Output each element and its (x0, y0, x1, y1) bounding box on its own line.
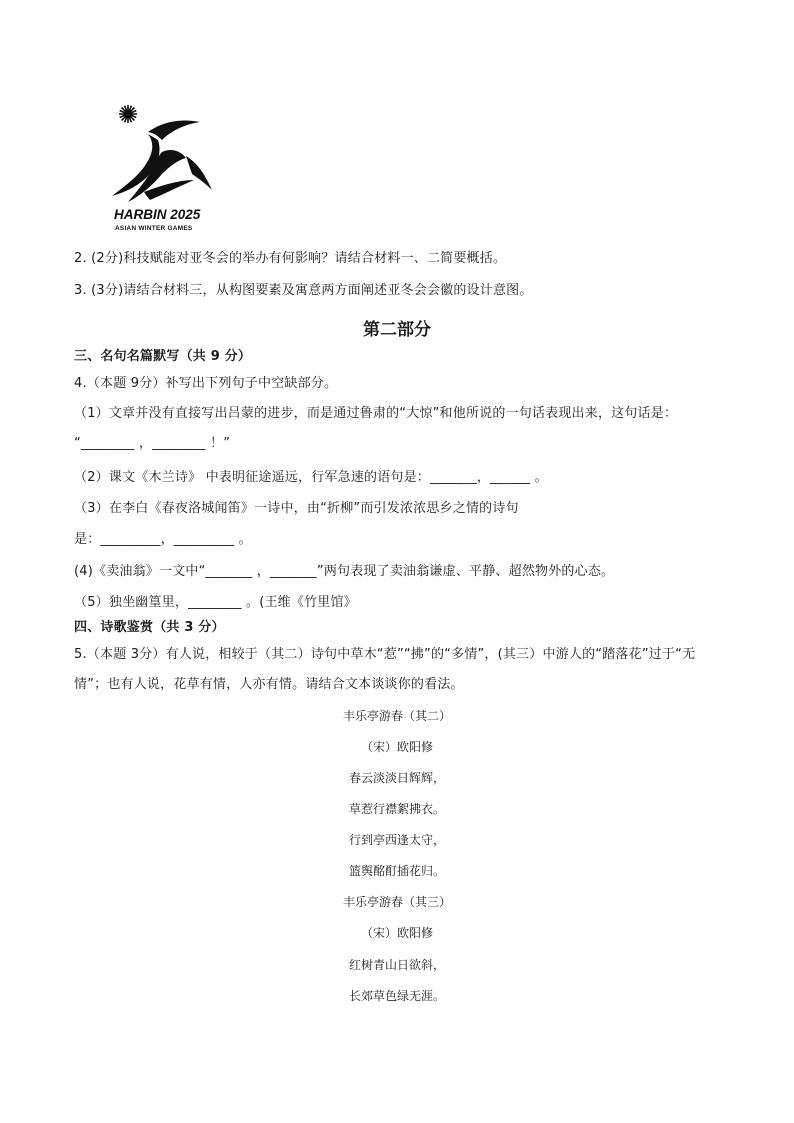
poem-1-line: 行到亭西逢太守， (348, 833, 445, 847)
question-4-item-4: (4)《卖油翁》一文中“_______ ，_______”两句表现了卖油翁谦虚、平静、超然物外的心态。 (74, 564, 615, 579)
question-3: 3. (3分)请结合材料三，从构图要素及寓意两方面阐述亚冬会会徽的设计意图。 (74, 283, 533, 298)
poem-1-line: 春云淡淡日辉辉， (348, 771, 445, 785)
question-4-item-2: （2）课文《木兰诗》 中表明征途遥远，行军急速的语句是：_______，______ 。 (74, 470, 548, 485)
poem-1-line: 草惹行襟絮拂衣。 (348, 802, 445, 816)
question-4-item-5: （5）独坐幽篁里，________ 。(王维《竹里馆》 (74, 595, 357, 610)
question-2: 2. (2分)科技赋能对亚冬会的举办有何影响？请结合材料一、二简要概括。 (74, 251, 507, 266)
question-4: 4.（本题 9分）补写出下列句子中空缺部分。 (74, 376, 338, 391)
poem-2-author: （宋）欧阳修 (360, 926, 433, 940)
page-title: 第二部分 (363, 320, 431, 340)
question-4-item-3: （3）在李白《春夜洛城闻笛》一诗中，由“折柳”而引发浓浓思乡之情的诗句 (74, 501, 519, 516)
poem-1-title: 丰乐亭游春（其二） (342, 709, 451, 723)
logo-title: HARBIN 2025 (114, 207, 201, 222)
poem-1-line: 篮舆酩酊插花归。 (348, 864, 445, 878)
question-5-continued: 情”；也有人说，花草有情，人亦有情。请结合文本谈谈你的看法。 (74, 677, 464, 692)
question-4-item-3-blanks: 是：_________，_________ 。 (74, 532, 252, 547)
poem-2-line: 长郊草色绿无涯。 (348, 989, 445, 1003)
poem-2-title: 丰乐亭游春（其三） (342, 895, 451, 909)
question-4-item-1: （1）文章并没有直接写出吕蒙的进步，而是通过鲁肃的“大惊”和他所说的一句话表现出来，这句话是： (74, 406, 678, 421)
logo-emblem-icon (104, 100, 224, 235)
harbin-2025-logo (104, 100, 224, 235)
logo-subtitle: ASIAN WINTER GAMES (115, 225, 193, 232)
question-4-item-1-blanks: “________ ，________ ！” (74, 436, 231, 451)
section-3-heading: 三、名句名篇默写（共 9 分） (74, 349, 252, 364)
poem-2-line: 红树青山日欲斜， (348, 958, 445, 972)
poem-1-author: （宋）欧阳修 (360, 740, 433, 754)
section-4-heading: 四、诗歌鉴赏（共 3 分） (74, 620, 225, 635)
question-5: 5.（本题 3分）有人说，相较于（其二）诗句中草木“惹”“拂”的“多情”，(其三）中游人的“踏落花”过于“无 (74, 647, 696, 662)
